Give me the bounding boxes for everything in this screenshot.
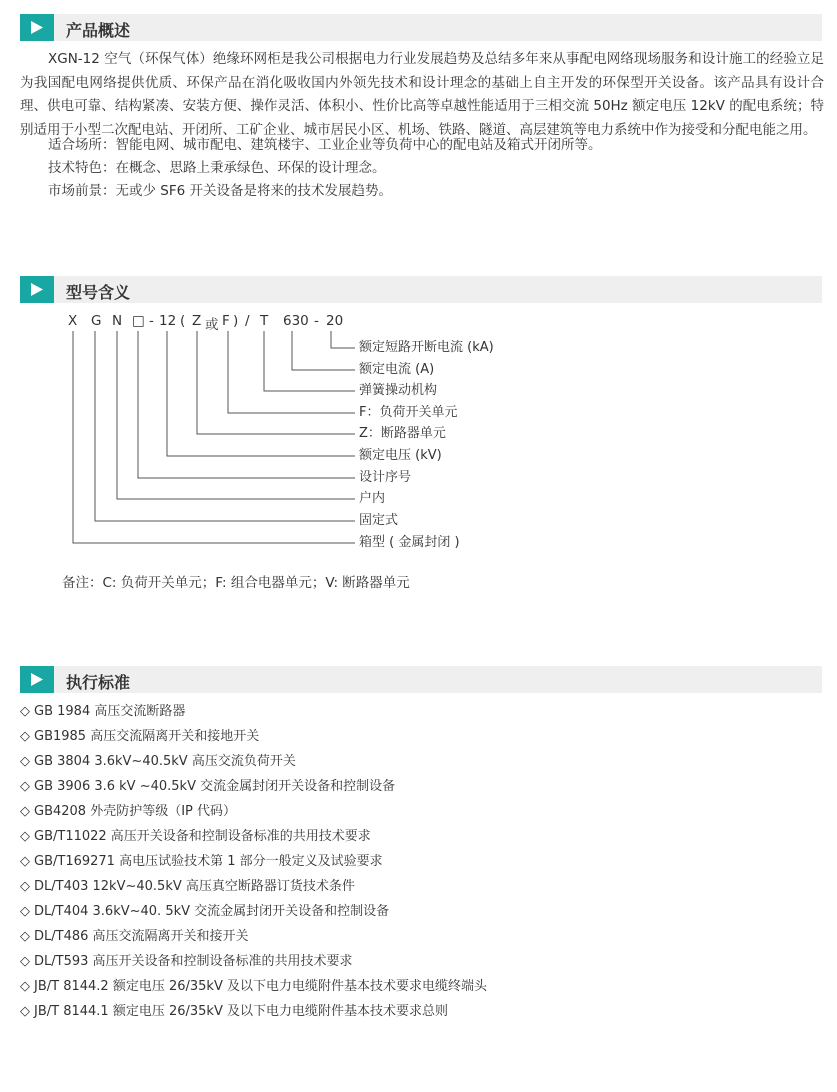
code-char-20: 20 [326, 313, 344, 329]
features-line: 技术特色：在概念、思路上秉承绿色、环保的设计理念。 [48, 160, 386, 176]
diamond-bullet-icon: ◇ [20, 829, 30, 844]
standard-item: ◇ GB1985 高压交流隔离开关和接地开关 [20, 729, 260, 744]
meaning-fixed: 固定式 [359, 513, 399, 528]
code-char-z: Z [192, 313, 202, 329]
meaning-enclosure-type: 箱型 ( 金属封闭 ) [359, 535, 460, 550]
standard-item: ◇ GB 1984 高压交流断路器 [20, 704, 186, 719]
section-header-standards [20, 666, 822, 693]
standard-item: ◇ GB 3906 3.6 kV ~40.5kV 交流金属封闭开关设备和控制设备 [20, 779, 396, 794]
section-title: 执行标准 [66, 673, 131, 692]
standard-item: ◇ GB/T11022 高压开关设备和控制设备标准的共用技术要求 [20, 829, 371, 844]
code-char-lparen: ( [180, 313, 186, 329]
model-note: 备注：C: 负荷开关单元；F: 组合电器单元；V: 断路器单元 [62, 575, 410, 591]
meaning-rated-voltage: 额定电压 (kV) [359, 448, 442, 463]
code-char-x: X [68, 313, 78, 329]
diamond-bullet-icon: ◇ [20, 754, 30, 769]
code-char-slash: / [245, 313, 250, 329]
diamond-bullet-icon: ◇ [20, 1004, 30, 1019]
diamond-bullet-icon: ◇ [20, 979, 30, 994]
standard-item: ◇ GB/T169271 高电压试验技术第 1 部分一般定义及试验要求 [20, 854, 383, 869]
meaning-load-switch-unit: F：负荷开关单元 [359, 405, 458, 420]
code-char-630: 630 [283, 313, 309, 329]
meaning-spring-mechanism: 弹簧操动机构 [359, 383, 438, 398]
code-char-12: 12 [159, 313, 177, 329]
diamond-bullet-icon: ◇ [20, 779, 30, 794]
standard-item: ◇ DL/T403 12kV~40.5kV 高压真空断路器订货技术条件 [20, 879, 355, 894]
code-char-box: □ [132, 313, 145, 329]
prospect-line: 市场前景：无或少 SF6 开关设备是将来的技术发展趋势。 [48, 183, 393, 199]
standard-item: ◇ JB/T 8144.2 额定电压 26/35kV 及以下电力电缆附件基本技术要求电缆终端头 [20, 979, 487, 994]
diamond-bullet-icon: ◇ [20, 729, 30, 744]
code-char-f: F [222, 313, 230, 329]
meaning-design-serial: 设计序号 [359, 470, 412, 485]
applications-line: 适合场所：智能电网、城市配电、建筑楼宇、工业企业等负荷中心的配电站及箱式开闭所等。 [48, 137, 602, 153]
code-char-rparen: ) [233, 313, 239, 329]
diamond-bullet-icon: ◇ [20, 804, 30, 819]
standard-item: ◇ DL/T593 高压开关设备和控制设备标准的共用技术要求 [20, 954, 353, 969]
code-char-or: 或 [205, 317, 219, 333]
section-marker [20, 666, 54, 693]
section-title: 型号含义 [66, 283, 131, 302]
meaning-short-circuit-current: 额定短路开断电流 (kA) [359, 340, 494, 355]
code-char-n: N [112, 313, 123, 329]
standard-item: ◇ JB/T 8144.1 额定电压 26/35kV 及以下电力电缆附件基本技术要求总则 [20, 1004, 448, 1019]
meaning-rated-current: 额定电流 (A) [359, 362, 435, 377]
diamond-bullet-icon: ◇ [20, 929, 30, 944]
code-char-t: T [260, 313, 269, 329]
section-title: 产品概述 [66, 21, 131, 40]
diamond-bullet-icon: ◇ [20, 854, 30, 869]
standard-item: ◇ GB4208 外壳防护等级（IP 代码） [20, 804, 237, 819]
standard-item: ◇ DL/T486 高压交流隔离开关和接开关 [20, 929, 249, 944]
play-arrow-icon [31, 673, 43, 686]
code-char-g: G [91, 313, 102, 329]
diamond-bullet-icon: ◇ [20, 879, 30, 894]
diamond-bullet-icon: ◇ [20, 954, 30, 969]
meaning-indoor: 户内 [359, 491, 386, 506]
diamond-bullet-icon: ◇ [20, 904, 30, 919]
overview-paragraph: XGN-12 空气（环保气体）绝缘环网柜是我公司根据电力行业发展趋势及总结多年来从事配电网络现场服务和设计施工的经验立足为我国配电网络提供优质、环保产品在消化吸收国内外领先技术和设计理念的基础上自主开发的环保型开关设备。该产品具有设计合理、供电可靠、结构紧凑、安装方便、操作灵活、体积小、性价比高等卓越性能适用于三相交流 50Hz 额定电压 12kV 的配电系统；特别适用于小型二次配电站、开闭所、工矿企业、城市居民小区、机场、铁路、隧道、高层建筑等电力系统中作为接受和分配电能之用。 [20, 51, 824, 138]
code-char-dash: - [149, 313, 154, 329]
standard-item: ◇ DL/T404 3.6kV~40. 5kV 交流金属封闭开关设备和控制设备 [20, 904, 390, 919]
meaning-breaker-unit: Z：断路器单元 [359, 426, 446, 441]
code-char-dash2: - [314, 313, 319, 329]
diamond-bullet-icon: ◇ [20, 704, 30, 719]
standard-item: ◇ GB 3804 3.6kV~40.5kV 高压交流负荷开关 [20, 754, 296, 769]
